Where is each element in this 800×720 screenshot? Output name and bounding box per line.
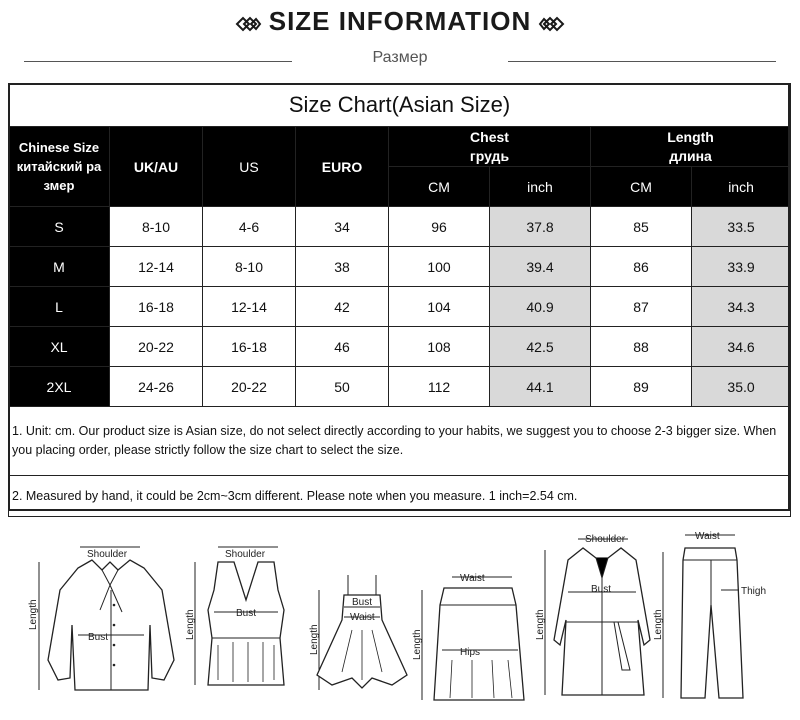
chest-inch-cell: 44.1 bbox=[490, 367, 591, 407]
label-shoulder-5: Shoulder bbox=[585, 534, 626, 545]
uk-au-cell: 8-10 bbox=[110, 207, 203, 247]
label-bust-5: Bust bbox=[591, 584, 612, 595]
chest-cm-cell: 104 bbox=[389, 287, 490, 327]
uk-au-cell: 24-26 bbox=[110, 367, 203, 407]
chest-cm-cell: 100 bbox=[389, 247, 490, 287]
size-cell: M bbox=[9, 247, 110, 287]
table-caption: Size Chart(Asian Size) bbox=[9, 84, 791, 127]
header-length-cm: CM bbox=[591, 167, 692, 207]
label-hips: Hips bbox=[460, 647, 481, 658]
header-euro: EURO bbox=[296, 127, 389, 207]
label-shoulder-2: Shoulder bbox=[225, 549, 266, 560]
length-cm-cell: 89 bbox=[591, 367, 692, 407]
chest-inch-cell: 40.9 bbox=[490, 287, 591, 327]
length-inch-cell: 33.9 bbox=[692, 247, 791, 287]
subtitle-row bbox=[0, 48, 800, 72]
us-cell: 4-6 bbox=[203, 207, 296, 247]
chest-inch-cell: 39.4 bbox=[490, 247, 591, 287]
header-uk-au: UK/AU bbox=[110, 127, 203, 207]
euro-cell: 34 bbox=[296, 207, 389, 247]
note-unit: 1. Unit: cm. Our product size is Asian size, do not select directly according to your habits, we suggest you to choose 2-3 bigger size. When you placing order, please strictly follow the size chart to select the size. bbox=[9, 407, 791, 476]
label-length-6: Length bbox=[653, 609, 664, 640]
label-waist-3: Waist bbox=[350, 612, 375, 623]
length-cm-cell: 85 bbox=[591, 207, 692, 247]
header-chest-inch: inch bbox=[490, 167, 591, 207]
length-cm-cell: 88 bbox=[591, 327, 692, 367]
header-length: Length длина bbox=[591, 127, 791, 167]
header-chest: Chest грудь bbox=[389, 127, 591, 167]
header-chinese-size: Chinese Size китайский ра змер bbox=[9, 127, 110, 207]
label-waist-6: Waist bbox=[695, 531, 720, 542]
uk-au-cell: 16-18 bbox=[110, 287, 203, 327]
us-cell: 16-18 bbox=[203, 327, 296, 367]
length-cm-cell: 87 bbox=[591, 287, 692, 327]
blouse-diagram bbox=[30, 530, 180, 705]
uk-au-cell: 20-22 bbox=[110, 327, 203, 367]
divider-right bbox=[508, 61, 776, 62]
length-inch-cell: 34.6 bbox=[692, 327, 791, 367]
chest-inch-cell: 37.8 bbox=[490, 207, 591, 247]
ornament-right-icon bbox=[539, 8, 565, 39]
length-inch-cell: 34.3 bbox=[692, 287, 791, 327]
label-length-2: Length bbox=[185, 609, 196, 640]
label-bust-3: Bust bbox=[352, 597, 373, 608]
header-us: US bbox=[203, 127, 296, 207]
size-cell: S bbox=[9, 207, 110, 247]
size-cell: 2XL bbox=[9, 367, 110, 407]
page-header bbox=[0, 0, 800, 48]
table-border bbox=[8, 83, 790, 511]
length-inch-cell: 33.5 bbox=[692, 207, 791, 247]
label-length-5: Length bbox=[535, 609, 546, 640]
euro-cell: 38 bbox=[296, 247, 389, 287]
uk-au-cell: 12-14 bbox=[110, 247, 203, 287]
dress-diagram bbox=[309, 560, 412, 705]
ornament-left-icon bbox=[235, 8, 261, 39]
header-chest-cm: CM bbox=[389, 167, 490, 207]
label-bust-2: Bust bbox=[236, 608, 257, 619]
us-cell: 8-10 bbox=[203, 247, 296, 287]
size-cell: L bbox=[9, 287, 110, 327]
euro-cell: 42 bbox=[296, 287, 389, 327]
label-length-4: Length bbox=[412, 629, 423, 660]
chest-cm-cell: 108 bbox=[389, 327, 490, 367]
label-bust: Bust bbox=[88, 632, 109, 643]
label-thigh: Thigh bbox=[741, 586, 767, 597]
trousers-diagram bbox=[655, 530, 795, 710]
label-length-3: Length bbox=[309, 624, 320, 655]
size-cell: XL bbox=[9, 327, 110, 367]
us-cell: 20-22 bbox=[203, 367, 296, 407]
skirt-diagram bbox=[412, 560, 527, 710]
label-waist-4: Waist bbox=[460, 573, 485, 584]
page-title: SIZE INFORMATION bbox=[268, 6, 532, 36]
garment-diagrams bbox=[0, 530, 800, 720]
chest-cm-cell: 112 bbox=[389, 367, 490, 407]
chest-cm-cell: 96 bbox=[389, 207, 490, 247]
header-length-inch: inch bbox=[692, 167, 791, 207]
divider-left bbox=[24, 61, 292, 62]
page-subtitle: Размер bbox=[372, 49, 428, 66]
us-cell: 12-14 bbox=[203, 287, 296, 327]
euro-cell: 46 bbox=[296, 327, 389, 367]
label-shoulder: Shoulder bbox=[87, 549, 128, 560]
coat-diagram bbox=[535, 530, 653, 710]
length-inch-cell: 35.0 bbox=[692, 367, 791, 407]
euro-cell: 50 bbox=[296, 367, 389, 407]
note-measure: 2. Measured by hand, it could be 2cm~3cm different. Please note when you measure. 1 inch=2.54 cm. bbox=[9, 476, 791, 517]
tank-top-diagram bbox=[185, 530, 298, 705]
length-cm-cell: 86 bbox=[591, 247, 692, 287]
label-length: Length bbox=[28, 599, 39, 630]
chest-inch-cell: 42.5 bbox=[490, 327, 591, 367]
